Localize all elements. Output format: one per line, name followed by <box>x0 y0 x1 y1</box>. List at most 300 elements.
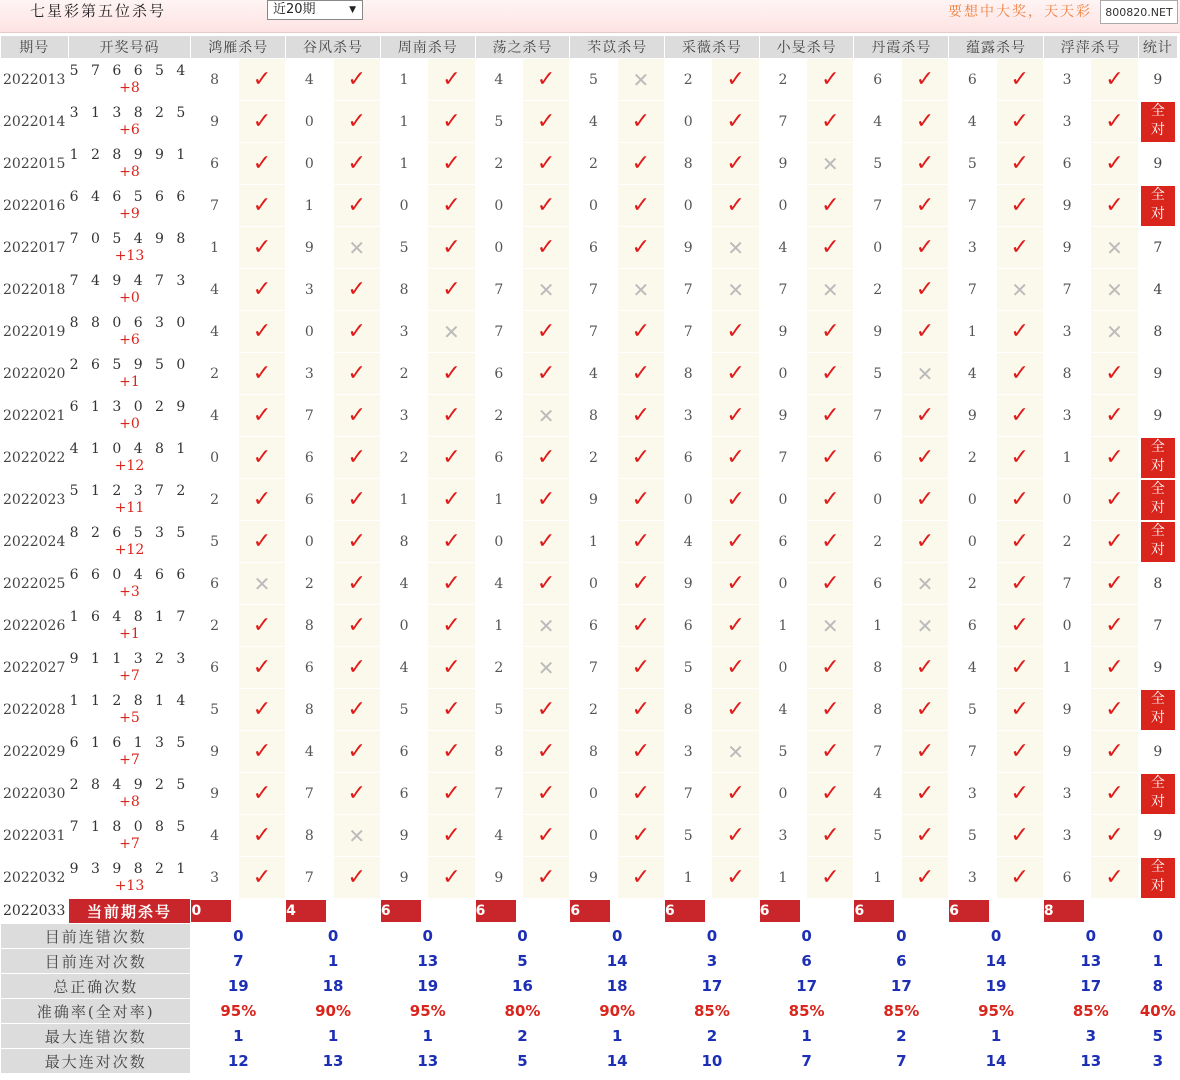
kill-number: 5 <box>854 815 901 857</box>
kill-number: 9 <box>380 857 427 899</box>
kill-number-table <box>0 35 1178 1074</box>
kill-number: 7 <box>191 185 238 227</box>
stats-row <box>1 999 1178 1024</box>
draw-digits: 8 2 6 5 3 5 <box>69 524 190 541</box>
all-correct-text: 全对 <box>1150 858 1165 894</box>
all-correct-text: 全对 <box>1150 690 1165 726</box>
draw-sum: +8 <box>119 793 140 810</box>
draw-digits: 6 6 0 4 6 6 <box>69 566 190 583</box>
row-stat <box>1138 857 1177 899</box>
kill-number: 9 <box>665 227 712 269</box>
stats-value: 14 <box>570 1049 665 1074</box>
check-icon: ✓ <box>536 529 556 554</box>
check-icon <box>617 101 664 143</box>
kill-number: 4 <box>570 101 617 143</box>
kill-number: 0 <box>854 479 901 521</box>
check-icon <box>522 815 569 857</box>
kill-number: 3 <box>1043 773 1090 815</box>
check-icon <box>807 101 854 143</box>
stats-label: 准确率(全对率) <box>1 999 191 1024</box>
check-icon <box>333 143 380 185</box>
draw-number-cell <box>68 269 191 311</box>
check-icon <box>522 101 569 143</box>
row-stat <box>1138 479 1177 521</box>
check-icon: ✓ <box>1010 655 1029 680</box>
check-icon: ✓ <box>726 151 745 176</box>
check-icon <box>428 395 475 437</box>
kill-number: 6 <box>286 437 333 479</box>
check-icon: ✓ <box>536 571 556 596</box>
kill-number: 2 <box>949 437 996 479</box>
draw-sum: +6 <box>119 121 140 138</box>
cross-icon <box>712 227 759 269</box>
check-icon: ✓ <box>726 109 745 134</box>
kill-number: 8 <box>1043 353 1090 395</box>
column-header: 丹霞杀号 <box>854 36 949 59</box>
kill-number: 5 <box>380 227 427 269</box>
check-icon <box>996 143 1043 185</box>
check-icon: ✓ <box>631 823 651 848</box>
check-icon: ✓ <box>1105 739 1124 764</box>
kill-number: 0 <box>570 563 617 605</box>
current-kill-number: 4 <box>286 900 326 922</box>
check-icon <box>238 101 285 143</box>
check-icon: ✓ <box>536 445 556 470</box>
stats-value: 3 <box>1138 1049 1177 1074</box>
check-icon: ✓ <box>631 613 651 638</box>
kill-number: 9 <box>759 395 806 437</box>
stats-value: 95% <box>380 999 475 1024</box>
stats-value: 17 <box>759 974 854 999</box>
check-icon <box>901 101 948 143</box>
row-stat <box>1138 185 1177 227</box>
kill-number: 6 <box>570 605 617 647</box>
check-icon: ✓ <box>631 193 651 218</box>
cross-icon: ✕ <box>537 655 555 680</box>
cross-icon: ✕ <box>1106 277 1123 302</box>
check-icon: ✓ <box>1010 823 1029 848</box>
header-row <box>1 36 1178 59</box>
draw-sum: +8 <box>119 79 140 96</box>
all-correct-text: 全对 <box>1150 522 1165 558</box>
draw-digits: 7 4 9 4 7 3 <box>69 272 190 289</box>
check-icon <box>807 227 854 269</box>
kill-number: 5 <box>570 59 617 101</box>
check-icon: ✓ <box>536 823 556 848</box>
check-icon: ✓ <box>1105 67 1124 92</box>
kill-number: 0 <box>759 773 806 815</box>
check-icon: ✓ <box>252 739 272 764</box>
check-icon <box>238 269 285 311</box>
kill-number: 8 <box>286 815 333 857</box>
kill-number: 0 <box>949 521 996 563</box>
draw-digits: 2 8 4 9 2 5 <box>69 776 190 793</box>
kill-number: 4 <box>665 521 712 563</box>
draw-digits: 6 1 3 0 2 9 <box>69 398 190 415</box>
check-icon <box>1091 605 1138 647</box>
cross-icon: ✕ <box>916 613 934 638</box>
current-kill-cell <box>570 899 665 924</box>
check-icon: ✓ <box>631 151 651 176</box>
check-icon: ✓ <box>536 193 556 218</box>
check-icon: ✓ <box>915 235 935 260</box>
row-stat <box>1138 689 1177 731</box>
check-icon <box>996 353 1043 395</box>
check-icon <box>333 59 380 101</box>
column-header: 浮萍杀号 <box>1043 36 1138 59</box>
kill-number: 3 <box>1043 815 1090 857</box>
cross-icon <box>617 59 664 101</box>
kill-number: 8 <box>286 605 333 647</box>
period-cell: 2022027 <box>1 647 69 689</box>
check-icon: ✓ <box>1010 487 1029 512</box>
stats-value: 7 <box>759 1049 854 1074</box>
kill-number: 2 <box>854 521 901 563</box>
stats-row <box>1 974 1178 999</box>
kill-number: 3 <box>949 227 996 269</box>
check-icon <box>996 773 1043 815</box>
period-cell: 2022021 <box>1 395 69 437</box>
cross-icon <box>1091 269 1138 311</box>
check-icon <box>712 647 759 689</box>
kill-number: 0 <box>1043 479 1090 521</box>
check-icon: ✓ <box>536 361 556 386</box>
check-icon <box>1091 773 1138 815</box>
check-icon <box>428 59 475 101</box>
check-icon: ✓ <box>442 487 461 512</box>
check-icon <box>901 437 948 479</box>
period-select[interactable] <box>267 0 363 20</box>
draw-number-cell <box>68 185 191 227</box>
check-icon: ✓ <box>442 235 461 260</box>
check-icon: ✓ <box>252 277 272 302</box>
check-icon: ✓ <box>1105 655 1124 680</box>
check-icon: ✓ <box>631 865 651 890</box>
kill-number: 0 <box>380 185 427 227</box>
check-icon <box>712 605 759 647</box>
cross-icon: ✕ <box>821 151 839 176</box>
check-icon <box>807 437 854 479</box>
table-row <box>1 647 1178 689</box>
kill-number: 5 <box>475 689 522 731</box>
kill-number: 3 <box>1043 395 1090 437</box>
current-period-row <box>1 899 1178 924</box>
kill-number: 4 <box>570 353 617 395</box>
kill-number: 6 <box>475 437 522 479</box>
check-icon <box>428 773 475 815</box>
check-icon: ✓ <box>915 109 935 134</box>
check-icon <box>712 563 759 605</box>
kill-number: 0 <box>286 101 333 143</box>
stats-value: 2 <box>665 1024 760 1049</box>
kill-number: 1 <box>1043 437 1090 479</box>
check-icon <box>238 521 285 563</box>
stats-label: 最大连对次数 <box>1 1049 191 1074</box>
check-icon: ✓ <box>252 151 272 176</box>
kill-number: 7 <box>475 269 522 311</box>
site-badge: 800820.NET <box>1100 0 1178 24</box>
kill-number: 4 <box>475 815 522 857</box>
check-icon: ✓ <box>915 781 935 806</box>
current-period: 2022033 <box>1 899 69 924</box>
check-icon: ✓ <box>631 529 651 554</box>
check-icon <box>901 143 948 185</box>
check-icon: ✓ <box>726 613 745 638</box>
table-row <box>1 227 1178 269</box>
check-icon: ✓ <box>631 697 651 722</box>
cross-icon <box>712 269 759 311</box>
check-icon <box>617 857 664 899</box>
draw-number-cell <box>68 479 191 521</box>
kill-number: 6 <box>759 521 806 563</box>
check-icon: ✓ <box>1105 193 1124 218</box>
table-row <box>1 773 1178 815</box>
check-icon: ✓ <box>1105 361 1124 386</box>
check-icon: ✓ <box>1010 445 1029 470</box>
check-icon <box>617 185 664 227</box>
kill-number: 0 <box>380 605 427 647</box>
check-icon <box>522 143 569 185</box>
check-icon: ✓ <box>1105 151 1124 176</box>
check-icon <box>428 185 475 227</box>
kill-number: 3 <box>949 857 996 899</box>
check-icon <box>996 395 1043 437</box>
check-icon <box>428 521 475 563</box>
kill-number: 7 <box>854 185 901 227</box>
stats-value: 0 <box>665 924 760 949</box>
check-icon: ✓ <box>915 319 935 344</box>
kill-number: 9 <box>191 773 238 815</box>
draw-number-cell <box>68 857 191 899</box>
column-header: 芣苡杀号 <box>570 36 665 59</box>
current-kill-number: 6 <box>665 900 705 922</box>
check-icon: ✓ <box>536 235 556 260</box>
kill-number: 7 <box>286 773 333 815</box>
kill-number: 7 <box>1043 269 1090 311</box>
check-icon: ✓ <box>631 781 651 806</box>
cross-icon: ✕ <box>537 277 555 302</box>
check-icon: ✓ <box>915 865 935 890</box>
stats-value: 1 <box>286 1024 381 1049</box>
check-icon: ✓ <box>442 739 461 764</box>
cross-icon: ✕ <box>443 319 460 344</box>
check-icon: ✓ <box>726 781 745 806</box>
check-icon: ✓ <box>915 739 935 764</box>
stats-value: 40% <box>1138 999 1177 1024</box>
stats-row <box>1 949 1178 974</box>
stats-value: 85% <box>665 999 760 1024</box>
row-stat: 4 <box>1138 269 1177 311</box>
check-icon <box>712 353 759 395</box>
check-icon <box>901 647 948 689</box>
draw-number-cell <box>68 101 191 143</box>
kill-number: 7 <box>949 731 996 773</box>
check-icon <box>807 395 854 437</box>
cross-icon: ✕ <box>253 571 271 596</box>
kill-number: 0 <box>665 185 712 227</box>
kill-number: 0 <box>759 185 806 227</box>
kill-number: 9 <box>949 395 996 437</box>
kill-number: 5 <box>191 521 238 563</box>
current-kill-number: 6 <box>381 900 421 922</box>
kill-number: 4 <box>286 731 333 773</box>
check-icon <box>1091 521 1138 563</box>
cross-icon <box>428 311 475 353</box>
check-icon: ✓ <box>1105 781 1124 806</box>
check-icon: ✓ <box>536 739 556 764</box>
kill-number: 4 <box>949 647 996 689</box>
check-icon <box>617 563 664 605</box>
table-row <box>1 395 1178 437</box>
kill-number: 5 <box>665 815 712 857</box>
check-icon: ✓ <box>252 445 272 470</box>
check-icon: ✓ <box>442 571 461 596</box>
check-icon <box>238 437 285 479</box>
check-icon <box>428 101 475 143</box>
check-icon <box>712 101 759 143</box>
kill-number: 6 <box>286 647 333 689</box>
check-icon: ✓ <box>915 193 935 218</box>
draw-digits: 5 7 6 6 5 4 <box>69 62 190 79</box>
check-icon: ✓ <box>1105 109 1124 134</box>
check-icon: ✓ <box>1105 403 1124 428</box>
check-icon <box>428 437 475 479</box>
column-header: 采薇杀号 <box>665 36 760 59</box>
column-header: 期号 <box>1 36 69 59</box>
cross-icon <box>901 563 948 605</box>
check-icon: ✓ <box>536 109 556 134</box>
kill-number: 0 <box>286 521 333 563</box>
check-icon <box>1091 437 1138 479</box>
check-icon: ✓ <box>347 193 366 218</box>
kill-number: 7 <box>286 857 333 899</box>
check-icon <box>238 353 285 395</box>
stats-value: 80% <box>475 999 570 1024</box>
check-icon: ✓ <box>726 529 745 554</box>
check-icon: ✓ <box>821 487 840 512</box>
kill-number: 6 <box>1043 143 1090 185</box>
kill-number: 6 <box>191 647 238 689</box>
check-icon: ✓ <box>1010 109 1029 134</box>
stats-value: 5 <box>475 1049 570 1074</box>
stats-value: 0 <box>854 924 949 949</box>
stats-value: 7 <box>854 1049 949 1074</box>
check-icon: ✓ <box>726 403 745 428</box>
check-icon: ✓ <box>1010 865 1029 890</box>
check-icon: ✓ <box>631 739 651 764</box>
kill-number: 4 <box>949 101 996 143</box>
kill-number: 1 <box>854 857 901 899</box>
check-icon <box>996 857 1043 899</box>
cross-icon: ✕ <box>821 277 839 302</box>
check-icon: ✓ <box>252 697 272 722</box>
check-icon: ✓ <box>821 109 840 134</box>
check-icon: ✓ <box>347 67 366 92</box>
kill-number: 9 <box>1043 185 1090 227</box>
kill-number: 8 <box>380 269 427 311</box>
check-icon <box>522 227 569 269</box>
cross-icon: ✕ <box>1011 277 1029 302</box>
check-icon: ✓ <box>1010 739 1029 764</box>
check-icon: ✓ <box>347 487 366 512</box>
stats-value: 13 <box>1043 1049 1138 1074</box>
check-icon <box>428 857 475 899</box>
draw-sum: +9 <box>119 205 140 222</box>
current-stat-empty <box>1138 899 1177 924</box>
kill-number: 8 <box>665 143 712 185</box>
page-title: 七星彩第五位杀号 <box>30 2 167 20</box>
check-icon <box>807 353 854 395</box>
kill-number: 1 <box>854 605 901 647</box>
kill-number: 1 <box>380 101 427 143</box>
check-icon <box>996 479 1043 521</box>
check-icon <box>901 521 948 563</box>
check-icon: ✓ <box>347 571 366 596</box>
check-icon <box>996 227 1043 269</box>
row-stat: 9 <box>1138 395 1177 437</box>
kill-number: 7 <box>949 185 996 227</box>
kill-number: 3 <box>380 311 427 353</box>
check-icon: ✓ <box>536 487 556 512</box>
kill-number: 6 <box>570 227 617 269</box>
check-icon: ✓ <box>1105 823 1124 848</box>
stats-value: 0 <box>1043 924 1138 949</box>
check-icon <box>712 143 759 185</box>
kill-number: 0 <box>475 185 522 227</box>
check-icon <box>333 647 380 689</box>
kill-number: 2 <box>570 437 617 479</box>
table-row <box>1 479 1178 521</box>
kill-number: 0 <box>475 227 522 269</box>
all-correct-badge <box>1141 480 1175 520</box>
check-icon: ✓ <box>347 865 366 890</box>
current-kill-number: 6 <box>949 900 989 922</box>
check-icon <box>1091 731 1138 773</box>
check-icon: ✓ <box>821 193 840 218</box>
check-icon <box>901 731 948 773</box>
check-icon <box>522 689 569 731</box>
stats-value: 1 <box>380 1024 475 1049</box>
kill-number: 2 <box>1043 521 1090 563</box>
check-icon <box>238 731 285 773</box>
column-header: 鸿雁杀号 <box>191 36 286 59</box>
period-cell: 2022032 <box>1 857 69 899</box>
kill-number: 4 <box>854 101 901 143</box>
check-icon: ✓ <box>631 235 651 260</box>
check-icon: ✓ <box>631 319 651 344</box>
check-icon: ✓ <box>536 319 556 344</box>
check-icon: ✓ <box>1105 529 1124 554</box>
kill-number: 2 <box>475 143 522 185</box>
check-icon <box>428 689 475 731</box>
check-icon <box>333 395 380 437</box>
kill-number: 7 <box>570 311 617 353</box>
draw-digits: 7 1 8 0 8 5 <box>69 818 190 835</box>
check-icon <box>1091 857 1138 899</box>
period-cell: 2022029 <box>1 731 69 773</box>
check-icon: ✓ <box>821 697 840 722</box>
kill-number: 8 <box>854 647 901 689</box>
kill-number: 2 <box>759 59 806 101</box>
stats-value: 1 <box>759 1024 854 1049</box>
kill-number: 6 <box>380 731 427 773</box>
kill-number: 1 <box>380 143 427 185</box>
top-bar <box>0 0 1180 33</box>
check-icon: ✓ <box>252 403 272 428</box>
check-icon <box>901 185 948 227</box>
stats-value: 85% <box>854 999 949 1024</box>
draw-sum: +7 <box>119 751 140 768</box>
